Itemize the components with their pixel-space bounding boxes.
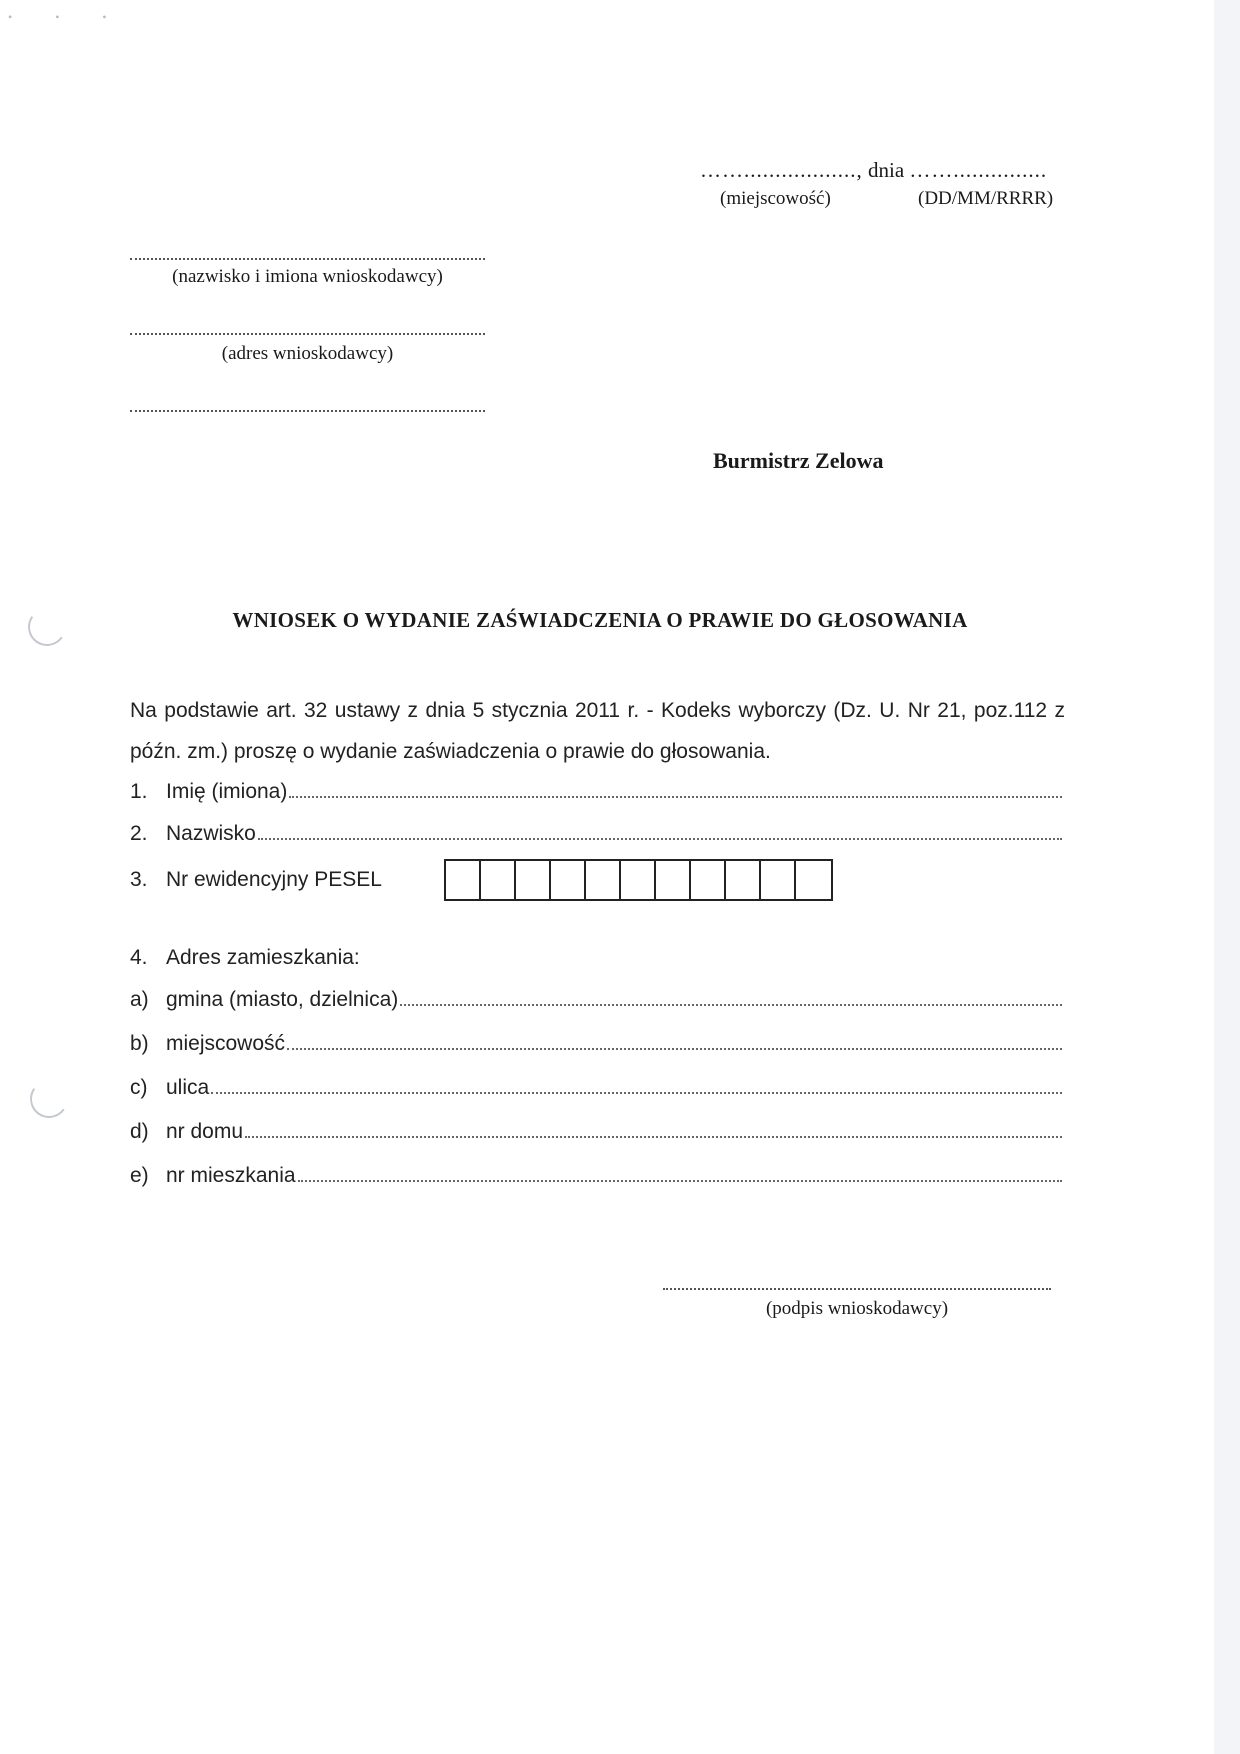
locality-field[interactable] [130,1026,1062,1056]
applicant-address-line-1[interactable] [130,333,485,335]
flat-number-label: nr mieszkania [166,1164,296,1187]
pesel-digit-box[interactable] [516,861,551,899]
place-date-line [700,158,1047,183]
place-label: (miejscowość) [720,188,831,209]
applicant-address-label: (adres wnioskodawcy) [221,343,394,364]
field-letter: d) [130,1120,149,1143]
pesel-digit-box[interactable] [691,861,726,899]
house-number-label: nr domu [166,1120,244,1143]
pesel-digit-box[interactable] [446,861,481,899]
commune-field[interactable] [130,982,1062,1012]
pesel-digit-box[interactable] [621,861,656,899]
pesel-label: Nr ewidencyjny PESEL [166,868,382,891]
first-name-dotline[interactable] [289,796,1062,798]
pesel-digit-box[interactable] [656,861,691,899]
surname-field[interactable] [130,816,1062,846]
legal-basis-text: Na podstawie art. 32 ustawy z dnia 5 stycznia 2011 r. - Kodeks wyborczy (Dz. U. Nr 21, poz.112 z późn. zm.) proszę o wydanie zaświadczenia o prawie do głosowania. [130,699,1065,763]
applicant-address-line-2[interactable] [130,410,485,412]
pesel-field [130,862,460,892]
field-letter: a) [130,988,149,1011]
surname-label: Nazwisko [166,822,256,845]
field-number: 3. [130,868,148,891]
date-word: dnia [868,158,905,182]
address-heading [130,940,1062,970]
field-number: 1. [130,780,148,803]
pesel-digit-box[interactable] [481,861,516,899]
house-number-dotline[interactable] [245,1136,1062,1138]
place-dots: …….................., [700,158,863,182]
first-name-label: Imię (imiona) [166,780,288,803]
pesel-digit-box[interactable] [761,861,796,899]
pesel-digit-box[interactable] [586,861,621,899]
street-dotline[interactable] [211,1092,1062,1094]
pesel-digit-box[interactable] [551,861,586,899]
commune-dotline[interactable] [400,1004,1062,1006]
scan-specks: • • • [8,10,127,24]
surname-dotline[interactable] [258,838,1062,840]
field-number: 2. [130,822,148,845]
house-number-field[interactable] [130,1114,1062,1144]
applicant-name-line[interactable] [130,258,485,260]
punch-hole-bottom [27,1077,71,1121]
date-dots: ……............... [909,158,1048,182]
pesel-boxes[interactable] [444,859,833,901]
field-number: 4. [130,946,148,969]
first-name-field[interactable] [130,774,1062,804]
page-edge [1214,0,1240,1754]
field-letter: c) [130,1076,148,1099]
addressee: Burmistrz Zelowa [713,448,884,473]
date-label: (DD/MM/RRRR) [918,188,1054,209]
pesel-digit-box[interactable] [726,861,761,899]
applicant-name-label: (nazwisko i imiona wnioskodawcy) [172,266,443,287]
signature-line[interactable] [663,1288,1051,1290]
form-title: WNIOSEK O WYDANIE ZAŚWIADCZENIA O PRAWIE DO GŁOSOWANIA [232,608,968,632]
field-letter: e) [130,1164,149,1187]
address-heading-label: Adres zamieszkania: [166,946,360,969]
commune-label: gmina (miasto, dzielnica) [166,988,399,1011]
flat-number-field[interactable] [130,1158,1062,1188]
street-label: ulica [166,1076,210,1099]
street-field[interactable] [130,1070,1062,1100]
flat-number-dotline[interactable] [298,1180,1062,1182]
pesel-digit-box[interactable] [796,861,831,899]
locality-dotline[interactable] [287,1048,1062,1050]
locality-label: miejscowość [166,1032,286,1055]
signature-label: (podpis wnioskodawcy) [765,1298,949,1319]
field-letter: b) [130,1032,149,1055]
